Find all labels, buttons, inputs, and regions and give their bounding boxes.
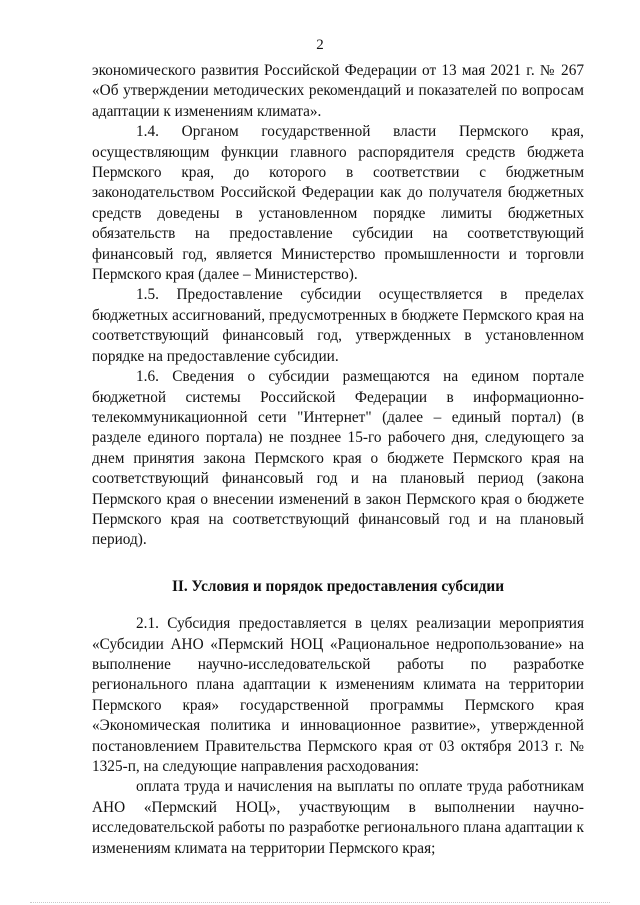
document-body (92, 61, 584, 859)
paragraph-1-6: 1.6. Сведения о субсидии размещаются на едином портале бюджетной системы Российской Федерации в информационно-телекоммуникационной сети "Интернет" (далее – единый портал) (в разделе единого портала) не позднее 15-го рабочего дня, следующего за днем принятия закона Пермского края о бюджете Пермского края на соответствующий финансовый год и на плановый период (закона Пермского края о внесении изменений в закон Пермского края о бюджете Пермского края на соответствующий финансовый год и на плановый период). (92, 368, 584, 549)
scan-edge-divider (30, 902, 610, 903)
page-number: 2 (316, 37, 324, 53)
paragraph-2-1: 2.1. Субсидия предоставляется в целях реализации мероприятия «Субсидии АНО «Пермский НОЦ «Рациональное недропользование» на выполнение научно-исследовательской работы по разработке регионального плана адаптации к изменениям климата на территории Пермского края» государственной программы Пермского края «Экономическая политика и инновационное развитие», утвержденной постановлением Правительства Пермского края от 03 октября 2013 г. № 1325-п, на следующие направления расходования: (92, 615, 584, 775)
paragraph-expense-item-1: оплата труда и начисления на выплаты по оплате труда работникам АНО «Пермский НОЦ», участвующим в выполнении научно-исследовательской работы по разработке регионального плана адаптации к изменениям климата на территории Пермского края; (92, 778, 584, 857)
paragraph-1-5: 1.5. Предоставление субсидии осуществляется в пределах бюджетных ассигнований, предусмотренных в бюджете Пермского края на соответствующий финансовый год, утвержденных в установленном порядке на предоставление субсидии. (92, 286, 584, 365)
section-heading: II. Условия и порядок предоставления субсидии (171, 577, 505, 595)
paragraph-continuation: экономического развития Российской Федерации от 13 мая 2021 г. № 267 «Об утверждении методических рекомендаций и показателей по вопросам адаптации к изменениям климата». (92, 62, 584, 120)
paragraph-1-4: 1.4. Органом государственной власти Пермского края, осуществляющим функции главного распорядителя средств бюджета Пермского края, до которого в соответствии с бюджетным законодательством Российской Федерации как до получателя бюджетных средств доведены в установленном порядке лимиты бюджетных обязательств на предоставление субсидии на соответствующий финансовый год, является Министерство промышленности и торговли Пермского края (далее – Министерство). (92, 123, 584, 284)
